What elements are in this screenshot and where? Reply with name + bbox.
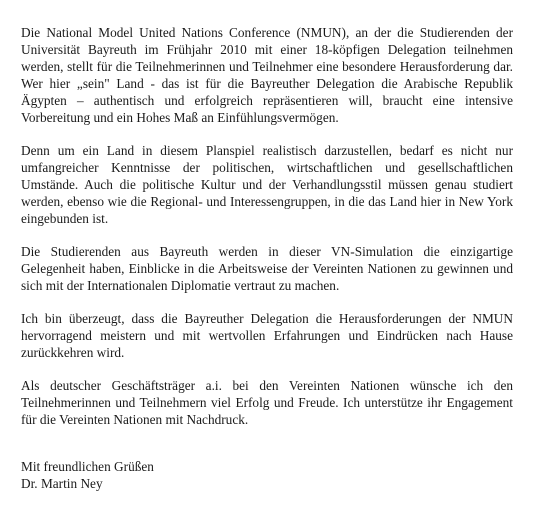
- letter-body: [21, 24, 513, 492]
- letter-closing: [21, 458, 513, 492]
- signature-name: Dr. Martin Ney: [21, 476, 103, 491]
- paragraph-nmun-intro: Die National Model United Nations Conference (NMUN), an der die Studierenden der Universität Bayreuth im Frühjahr 2010 mit einer 18-köpfigen Delegation teilnehmen werden, stellt für die Teilnehmerinnen und Teilnehmer eine besondere Herausforderung dar. Wer hier „sein" Land - das ist für die Bayreuther Delegation die Arabische Republik Ägypten – authentisch und erfolgreich repräsentieren will, braucht eine intensive Vorbereitung und ein Hohes Maß an Einfühlungsvermögen.: [21, 25, 513, 125]
- paragraph-country-representation: Denn um ein Land in diesem Planspiel realistisch darzustellen, bedarf es nicht nur umfangreicher Kenntnisse der politischen, wirtschaftlichen und gesellschaftlichen Umstände. Auch die politische Kultur und der Verhandlungsstil müssen genau studiert werden, ebenso wie die Regional- und Interessengruppen, in die das Land hier in New York eingebunden ist.: [21, 143, 513, 226]
- paragraph-good-wishes: Als deutscher Geschäftsträger a.i. bei den Vereinten Nationen wünsche ich den Teilnehmerinnen und Teilnehmern viel Erfolg und Freude. Ich unterstütze ihr Engagement für die Vereinten Nationen mit Nachdruck.: [21, 378, 513, 427]
- closing-salutation: Mit freundlichen Grüßen: [21, 459, 154, 474]
- paragraph-simulation-opportunity: Die Studierenden aus Bayreuth werden in dieser VN-Simulation die einzigartige Gelegenheit haben, Einblicke in die Arbeitsweise der Vereinten Nationen zu gewinnen und sich mit der Internationalen Diplomatie vertraut zu machen.: [21, 244, 513, 293]
- paragraph-confidence: Ich bin überzeugt, dass die Bayreuther Delegation die Herausforderungen der NMUN hervorragend meistern und mit wertvollen Erfahrungen und Eindrücken nach Hause zurückkehren wird.: [21, 311, 513, 360]
